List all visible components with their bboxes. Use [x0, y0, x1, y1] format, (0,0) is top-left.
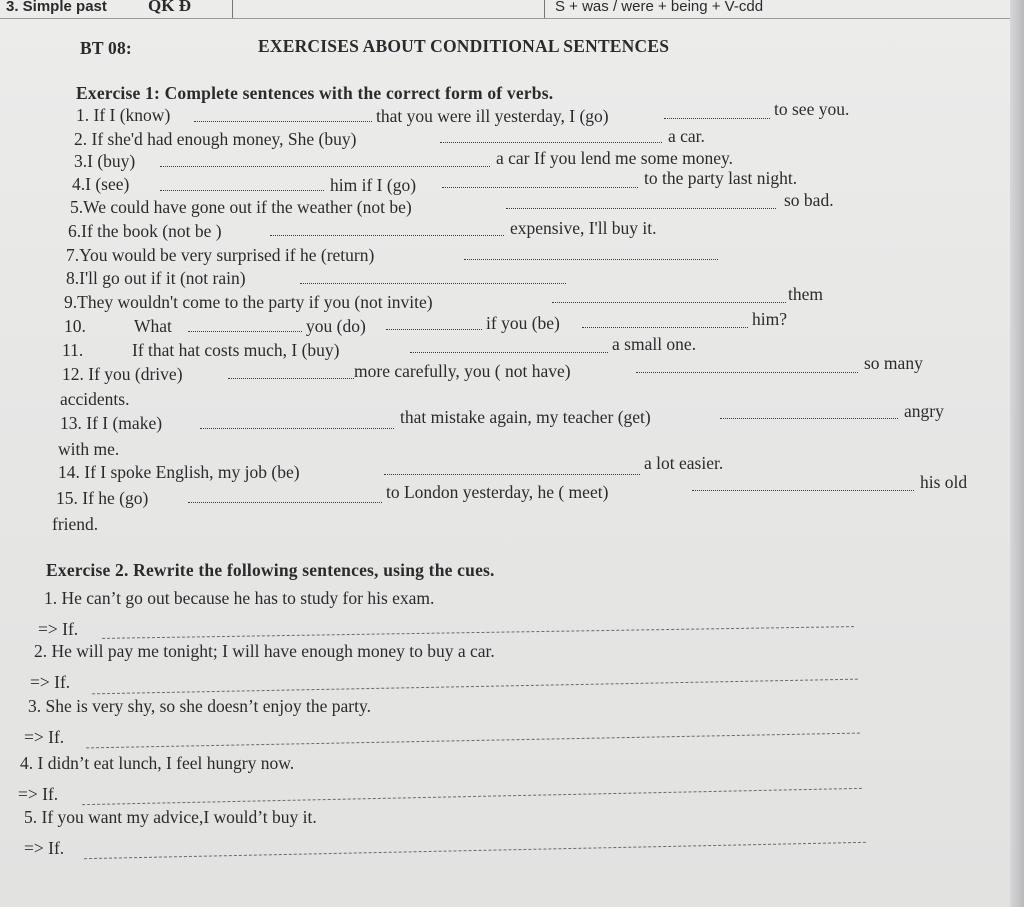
exercise-2-heading: Exercise 2. Rewrite the following sentences, using the cues.: [46, 560, 495, 580]
ex1-line-15-part-d: friend.: [52, 514, 99, 534]
ex2-sentence-5: 5. If you want my advice,I would’t buy it.: [24, 807, 317, 827]
ex1-line-13-part-c: angry: [904, 401, 944, 421]
answer-blank[interactable]: [720, 418, 898, 419]
ex1-line-14-part-a: 14. If I spoke English, my job (be): [58, 462, 300, 482]
answer-blank[interactable]: [270, 235, 504, 236]
answer-blank[interactable]: [410, 352, 608, 353]
ex2-cue-5: => If.: [24, 838, 65, 858]
ex1-line-4-part-b: him if I (go): [330, 175, 417, 195]
ex1-line-7: 7.You would be very surprised if he (return): [66, 245, 375, 265]
previous-page-strip: [0, 0, 1010, 19]
answer-blank[interactable]: [188, 502, 382, 503]
answer-line[interactable]: [84, 842, 866, 859]
ex1-line-10-part-d: him?: [752, 309, 787, 329]
strip-divider: [544, 0, 545, 18]
ex1-line-12-part-c: so many: [864, 353, 923, 373]
answer-blank[interactable]: [552, 302, 786, 303]
ex1-line-11-part-b: a small one.: [612, 334, 697, 354]
ex1-line-4-part-c: to the party last night.: [644, 168, 798, 188]
ex1-line-13-part-a: 13. If I (make): [60, 413, 163, 433]
ex2-sentence-4: 4. I didn’t eat lunch, I feel hungry now.: [20, 753, 295, 773]
answer-line[interactable]: [86, 733, 860, 749]
exercise-1-heading: Exercise 1: Complete sentences with the correct form of verbs.: [76, 83, 554, 103]
answer-blank[interactable]: [636, 372, 858, 373]
answer-blank[interactable]: [506, 208, 776, 209]
answer-line[interactable]: [92, 679, 858, 695]
ex1-line-6-part-a: 6.If the book (not be ): [68, 221, 222, 241]
ex1-line-10-part-b: you (do): [306, 316, 366, 336]
ex1-line-3-part-b: a car If you lend me some money.: [496, 148, 733, 168]
ex1-line-1-part-a: 1. If I (know): [76, 105, 171, 125]
ex2-sentence-3: 3. She is very shy, so she doesn’t enjoy the party.: [28, 696, 371, 716]
ex2-cue-1: => If.: [38, 619, 79, 639]
answer-blank[interactable]: [384, 474, 640, 475]
answer-line[interactable]: [82, 788, 862, 805]
ex1-line-9-part-b: them: [788, 284, 823, 304]
answer-blank[interactable]: [386, 329, 482, 330]
ex1-line-15-part-b: to London yesterday, he ( meet): [386, 482, 609, 502]
answer-blank[interactable]: [692, 490, 914, 491]
ex2-sentence-2: 2. He will pay me tonight; I will have enough money to buy a car.: [34, 641, 495, 661]
ex1-line-4-part-a: 4.I (see): [72, 174, 130, 194]
ex1-line-8: 8.I'll go out if it (not rain): [66, 268, 246, 288]
ex1-line-15-part-a: 15. If he (go): [56, 488, 149, 508]
ex1-line-5-part-a: 5.We could have gone out if the weather (not be): [70, 197, 412, 217]
ex1-line-11-number: 11.: [62, 340, 84, 360]
answer-blank[interactable]: [194, 121, 372, 122]
ex1-line-12-part-d: accidents.: [60, 389, 130, 409]
ex1-line-12-part-a: 12. If you (drive): [62, 364, 183, 384]
ex2-cue-4: => If.: [18, 784, 59, 804]
answer-blank[interactable]: [440, 142, 662, 143]
ex1-line-6-part-b: expensive, I'll buy it.: [510, 218, 657, 238]
page-title: EXERCISES ABOUT CONDITIONAL SENTENCES: [258, 36, 670, 56]
ex1-line-15-part-c: his old: [920, 472, 968, 492]
strip-divider: [232, 0, 233, 18]
ex1-line-10-number: 10.: [64, 316, 86, 336]
answer-line[interactable]: [102, 626, 854, 639]
ex2-cue-2: => If.: [30, 672, 71, 692]
ex1-line-12-part-b: more carefully, you ( not have): [354, 361, 571, 381]
answer-blank[interactable]: [582, 327, 748, 328]
ex1-line-1-part-c: to see you.: [774, 99, 850, 119]
ex1-line-10-part-a: What: [134, 316, 172, 336]
answer-blank[interactable]: [200, 428, 394, 429]
ex1-line-13-part-b: that mistake again, my teacher (get): [400, 407, 651, 427]
strip-left-text: 3. Simple past: [6, 0, 107, 15]
answer-blank[interactable]: [188, 331, 302, 332]
answer-blank[interactable]: [228, 378, 354, 379]
ex1-line-3-part-a: 3.I (buy): [74, 151, 136, 171]
ex1-line-2-part-b: a car.: [668, 126, 705, 146]
ex2-sentence-1: 1. He can’t go out because he has to study for his exam.: [44, 588, 435, 608]
ex1-line-1-part-b: that you were ill yesterday, I (go): [376, 106, 609, 126]
ex1-line-5-part-b: so bad.: [784, 190, 834, 210]
ex1-line-14-part-b: a lot easier.: [644, 453, 724, 473]
answer-blank[interactable]: [300, 283, 566, 284]
ex1-line-2-part-a: 2. If she'd had enough money, She (buy): [74, 129, 357, 149]
answer-blank[interactable]: [160, 166, 490, 167]
ex1-line-10-part-c: if you (be): [486, 313, 560, 333]
strip-right-text: S + was / were + being + V-cdd: [555, 0, 764, 15]
ex1-line-9-part-a: 9.They wouldn't come to the party if you (not invite): [64, 292, 433, 312]
answer-blank[interactable]: [464, 259, 718, 260]
answer-blank[interactable]: [664, 118, 770, 119]
strip-scribble: QK Đ: [148, 0, 191, 15]
answer-blank[interactable]: [442, 187, 638, 188]
ex2-cue-3: => If.: [24, 727, 65, 747]
ex1-line-13-part-d: with me.: [58, 439, 120, 459]
page-edge-shadow: [1010, 0, 1024, 907]
answer-blank[interactable]: [160, 190, 324, 191]
ex1-line-11-part-a: If that hat costs much, I (buy): [132, 340, 340, 360]
exercise-code: BT 08:: [80, 38, 132, 58]
